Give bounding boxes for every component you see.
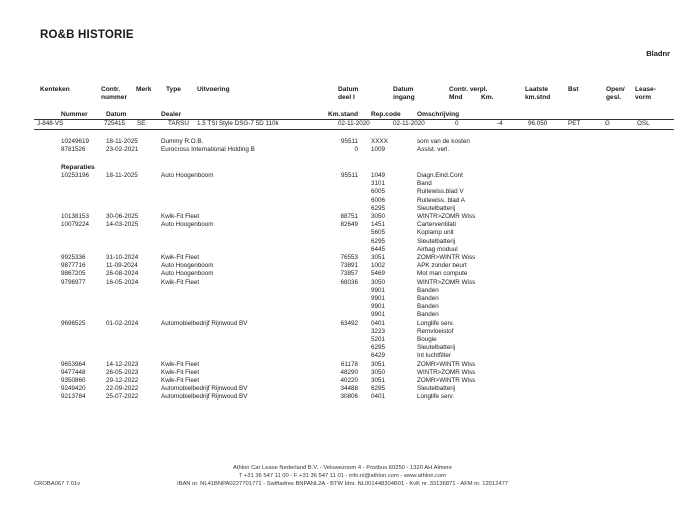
row-datum: 14-12-2023 [106, 360, 139, 368]
row-nummer: 9350860 [61, 377, 86, 384]
vehicle-laatste-km: 96.050 [528, 120, 548, 127]
row-datum: 16-05-2024 [106, 278, 139, 286]
row-km: 95511 [340, 138, 358, 145]
row-dealer: Eurocross International Holding B [161, 146, 255, 153]
row-km: 0 [354, 146, 358, 153]
row-omschrijving: Band [417, 180, 432, 188]
row-km: 40220 [340, 377, 358, 384]
row-nummer: 9796977 [61, 278, 86, 286]
row-dealer: Auto Hoogenboom [161, 262, 214, 270]
row-omschrijving: som van de kosten [417, 138, 470, 145]
row-nummer: 8781526 [61, 146, 86, 153]
vehicle-row [0, 120, 685, 128]
row-omschrijving: APK zonder beurt [417, 262, 467, 270]
row-code: 1049 [371, 172, 386, 179]
row-km: 63492 [340, 319, 358, 327]
vehicle-contract: 725415 [104, 120, 126, 127]
row-code: XXXX [371, 138, 388, 145]
vehicle-datum-ingang: 02-11-2020 [393, 120, 425, 127]
row-nummer: 10079224 [61, 221, 90, 229]
row-omschrijving: Remvloeistof [417, 327, 454, 335]
row-dealer: Kwik-Fit Fleet [161, 213, 200, 220]
row-km: 73891 [340, 262, 358, 270]
vehicle-merk: SE [137, 120, 146, 127]
row-omschrijving: Mot man compute [417, 270, 468, 278]
row-km: 68036 [340, 278, 358, 286]
header-deel1: deel I [338, 94, 355, 101]
row-km: 95511 [340, 172, 358, 179]
table-row [0, 295, 685, 303]
table-row [0, 262, 685, 270]
row-code: 3051 [371, 377, 386, 384]
row-nummer: 9477448 [61, 368, 86, 376]
row-omschrijving: Carterventilati [417, 221, 456, 229]
table-row [0, 311, 685, 319]
row-code: 6445 [371, 245, 386, 253]
row-datum: 01-02-2024 [106, 319, 139, 327]
header-kenteken: Kenteken [40, 86, 70, 93]
row-code: 6295 [371, 385, 386, 393]
row-dealer: Automobielbedrijf Rijnwoud BV [161, 385, 248, 393]
footer-bank: IBAN nr. NL41BNPA0227701771 - Swiftadres BNPANL2A - BTW Idnr. NL001448304B01 - KvK nr. 33136871 - AFM nr. 12012477 [176, 481, 509, 487]
row-code: 3101 [371, 180, 386, 188]
vehicle-leasevorm: OSL [637, 120, 650, 127]
header-bst: Bst [568, 86, 579, 93]
header-contr-verpl: Contr. verpl. [449, 86, 488, 93]
row-omschrijving: Airbag moduul [417, 245, 458, 253]
subheader-nummer: Nummer [61, 111, 88, 118]
row-code: 6295 [371, 344, 386, 352]
header-open: Open/ [606, 86, 625, 93]
header-gesl: gesl. [606, 94, 622, 101]
header-ingang: ingang [393, 94, 415, 101]
table-row [0, 320, 685, 328]
row-code: 3223 [371, 327, 386, 335]
row-nummer: 9696525 [61, 319, 86, 327]
header-nummer: nummer [101, 94, 128, 101]
table-row [0, 361, 685, 369]
row-code: 1009 [371, 146, 386, 153]
subheader-dealer: Dealer [161, 111, 182, 118]
vehicle-mnd: 0 [455, 120, 459, 127]
table-row [0, 138, 685, 146]
table-row [0, 287, 685, 295]
row-omschrijving: Longlife serv. [417, 319, 454, 327]
row-datum: 18-11-2025 [106, 138, 138, 145]
row-code: 6005 [371, 188, 386, 196]
row-omschrijving: Assist. verl. [417, 146, 450, 153]
row-dealer: Auto Hoogenboom [161, 221, 214, 229]
row-code: 3050 [371, 213, 386, 220]
row-datum: 29-12-2022 [106, 377, 139, 384]
row-omschrijving: ZOMR>WINTR Wiss [417, 377, 476, 384]
vehicle-open-gesl: G [605, 120, 610, 127]
table-row [0, 270, 685, 278]
row-nummer: 9653964 [61, 360, 86, 368]
table-row [0, 172, 685, 180]
row-omschrijving: Ruitewiss. blad A [417, 196, 465, 204]
vehicle-datum-deel1: 02-11-2020 [338, 120, 370, 127]
row-code: 5605 [371, 229, 386, 237]
header-vorm: vorm [635, 94, 652, 101]
table-row [0, 213, 685, 221]
row-dealer: Kwik-Fit Fleet [161, 278, 200, 286]
subheader-datum: Datum [106, 111, 127, 118]
row-code: 0401 [371, 393, 386, 401]
subheader-repcode: Rep.code [371, 111, 401, 118]
page-title: RO&B HISTORIE [40, 29, 134, 41]
row-omschrijving: WINTR>ZOMR Wiss [417, 368, 476, 376]
table-row [0, 205, 685, 213]
row-omschrijving: Sleutelbatterij [417, 344, 456, 352]
header-contr: Contr. [101, 86, 121, 93]
row-code: 6006 [371, 196, 386, 204]
row-omschrijving: Bougie [417, 336, 437, 343]
row-omschrijving: ZOMR>WINTR Wiss [417, 360, 476, 368]
row-datum: 30-06-2025 [106, 213, 139, 220]
row-datum: 25-07-2022 [106, 393, 139, 401]
vehicle-km: -4 [497, 120, 503, 127]
row-code: 9901 [371, 295, 386, 302]
row-omschrijving: WINTR>ZOMR Wiss [417, 278, 476, 286]
footer-form-code: CROBA067 7.01v [34, 481, 81, 487]
table-row [0, 279, 685, 287]
row-code: 9901 [371, 303, 386, 311]
page-number-label: Bladnr [646, 49, 670, 58]
row-omschrijving: Banden [417, 286, 439, 294]
row-datum: 26-08-2024 [106, 270, 139, 278]
row-nummer: 10249619 [61, 138, 90, 145]
row-code: 9901 [371, 286, 386, 294]
row-dealer: Automobielbedrijf Rijnwoud BV [161, 393, 248, 401]
header-lease: Lease- [635, 86, 656, 93]
row-dealer: Kwik-Fit Fleet [161, 368, 200, 376]
row-omschrijving: Banden [417, 303, 439, 311]
header-merk: Merk [136, 86, 152, 93]
header-kmstnd: km.stnd [525, 94, 551, 101]
table-row [0, 180, 685, 188]
row-nummer: 10138153 [61, 213, 90, 220]
row-omschrijving: Sleutelbatterij [417, 237, 456, 245]
row-code: 6295 [371, 237, 386, 245]
row-dealer: Auto Hoogenboom [161, 172, 214, 179]
reparaties-heading: Reparaties [61, 164, 95, 171]
table-row [0, 188, 685, 196]
row-datum: 14-03-2025 [106, 221, 139, 229]
row-code: 1451 [371, 221, 386, 229]
row-km: 82649 [340, 221, 358, 229]
table-row [0, 377, 685, 385]
table-row [0, 254, 685, 262]
vehicle-kenteken: J-848-VS [37, 120, 64, 127]
row-km: 61178 [340, 360, 358, 368]
row-code: 3050 [371, 278, 386, 286]
row-code: 6295 [371, 204, 386, 212]
row-datum: 23-02-2021 [106, 146, 139, 153]
header-datum-deel1: Datum [338, 86, 359, 93]
row-dealer: Kwik-Fit Fleet [161, 377, 200, 384]
row-nummer: 9249420 [61, 385, 86, 393]
row-km: 48290 [340, 368, 358, 376]
row-dealer: Auto Hoogenboom [161, 270, 214, 278]
row-code: 1002 [371, 262, 386, 270]
header-km: Km. [481, 94, 494, 101]
header-laatste: Laatste [525, 86, 549, 93]
row-datum: 31-10-2024 [106, 254, 139, 261]
table-row [0, 229, 685, 237]
vehicle-type: TARSU [168, 120, 189, 127]
row-dealer: Dummy R.O.B. [161, 138, 204, 145]
table-row [0, 352, 685, 360]
row-omschrijving: Longlife serv. [417, 393, 454, 401]
table-row [0, 328, 685, 336]
table-row [0, 221, 685, 229]
row-code: 3051 [371, 360, 386, 368]
row-dealer: Automobielbedrijf Rijnwoud BV [161, 319, 248, 327]
row-code: 3051 [371, 254, 386, 261]
header-datum-ingang: Datum [393, 86, 414, 93]
row-km: 88751 [340, 213, 358, 220]
table-row [0, 146, 685, 154]
table-row [0, 385, 685, 393]
row-nummer: 9877716 [61, 262, 86, 270]
row-omschrijving: Sleutelbatterij [417, 204, 456, 212]
row-datum: 11-09-2024 [106, 262, 138, 270]
row-omschrijving: Int luchtfilter [417, 352, 451, 360]
vehicle-divider [34, 129, 674, 130]
row-omschrijving: Ruitewiss.blad V [417, 188, 464, 196]
row-code: 9901 [371, 311, 386, 319]
row-code: 0401 [371, 319, 386, 327]
row-omschrijving: Banden [417, 295, 439, 302]
table-row [0, 238, 685, 246]
row-datum: 22-09-2022 [106, 385, 139, 393]
row-code: 6429 [371, 352, 386, 360]
table-row [0, 197, 685, 205]
row-omschrijving: ZOMR>WINTR Wiss [417, 254, 476, 261]
row-code: 5201 [371, 336, 386, 343]
table-row [0, 336, 685, 344]
row-km: 30806 [340, 393, 358, 401]
footer-address: Athlon Car Lease Nederland B.V. - Veluwezoom 4 - Postbus 60250 - 1320 AH Almere [233, 465, 452, 471]
row-nummer: 9925336 [61, 254, 86, 261]
vehicle-bst: PET [568, 120, 581, 127]
row-nummer: 9867205 [61, 270, 86, 278]
subheader-omschrijving: Omschrijving [417, 111, 460, 118]
row-omschrijving: Diagn.Eind.Cont [417, 172, 463, 179]
row-datum: 26-05-2023 [106, 368, 139, 376]
row-nummer: 10253196 [61, 172, 90, 179]
subheader-kmstand: Km.stand [328, 111, 359, 118]
table-row [0, 246, 685, 254]
row-dealer: Kwik-Fit Fleet [161, 360, 200, 368]
table-row [0, 393, 685, 401]
row-omschrijving: Koplamp unit [417, 229, 454, 237]
row-dealer: Kwik-Fit Fleet [161, 254, 200, 261]
row-km: 73857 [340, 270, 358, 278]
header-mnd: Mnd [449, 94, 463, 101]
row-km: 76553 [340, 254, 358, 261]
row-code: 5469 [371, 270, 386, 278]
row-nummer: 9213784 [61, 393, 86, 401]
row-datum: 18-11-2025 [106, 172, 138, 179]
table-row [0, 344, 685, 352]
table-row [0, 369, 685, 377]
row-omschrijving: Banden [417, 311, 439, 319]
row-omschrijving: Sleutelbatterij [417, 385, 456, 393]
header-type: Type [166, 86, 181, 93]
row-km: 34488 [340, 385, 358, 393]
row-omschrijving: WINTR>ZOMR Wiss [417, 213, 476, 220]
row-code: 3050 [371, 368, 386, 376]
table-row [0, 303, 685, 311]
vehicle-uitvoering: 1.5 TSI Style DSG-7 5D 110k [197, 120, 279, 127]
header-uitvoering: Uitvoering [197, 86, 230, 93]
footer-contact: T +31 36 547 11 00 - F +31 36 547 11 01 - info.nl@athlon.com - www.athlon.com [238, 473, 447, 479]
